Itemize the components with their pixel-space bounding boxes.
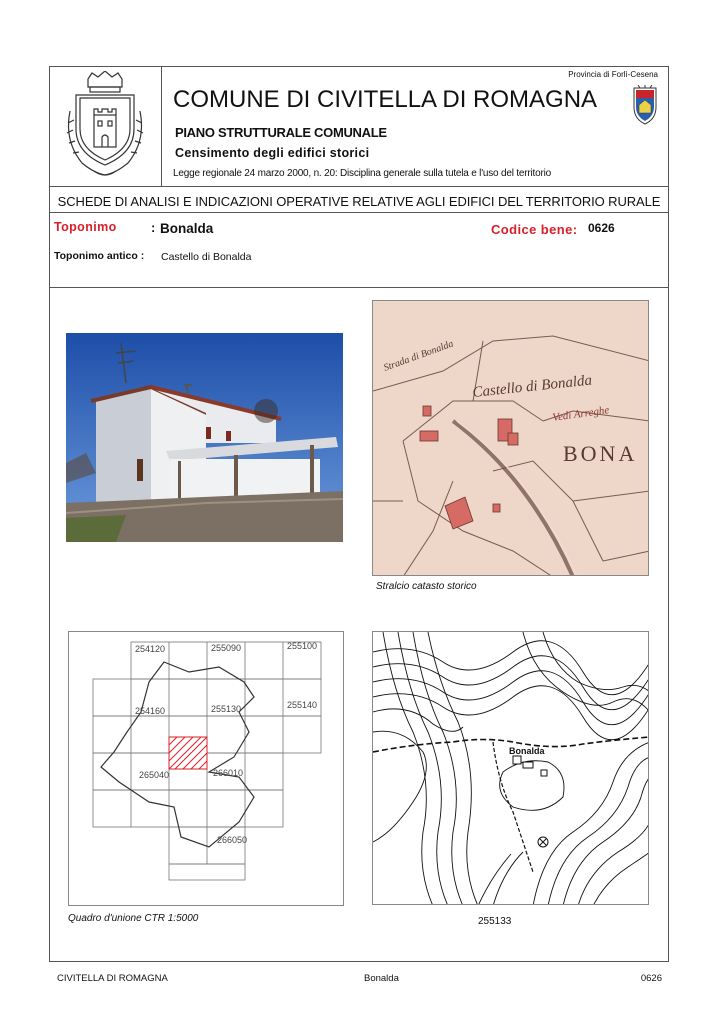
record-sheet xyxy=(49,66,669,962)
province-label: Provincia di Forlì-Cesena xyxy=(568,70,658,79)
topographic-map xyxy=(372,631,649,905)
building-photo xyxy=(66,333,343,542)
ctr-cell-label: 266010 xyxy=(213,768,244,778)
ctr-cell-label: 266050 xyxy=(217,835,248,845)
footer-toponym: Bonalda xyxy=(364,973,399,984)
topo-caption: 255133 xyxy=(478,916,512,927)
toponym-separator: : xyxy=(151,220,156,235)
municipal-crest-icon xyxy=(60,71,150,181)
ctr-index-map xyxy=(68,631,344,906)
plan-title: PIANO STRUTTURALE COMUNALE xyxy=(175,125,387,140)
ctr-cell-label: 265040 xyxy=(139,770,170,780)
header-logo-cell xyxy=(50,67,162,186)
svg-text:Castello di Bonalda: Castello di Bonalda xyxy=(471,372,593,401)
ctr-cell-label: 254120 xyxy=(135,644,166,654)
code-label: Codice bene: xyxy=(491,222,578,237)
law-reference: Legge regionale 24 marzo 2000, n. 20: Disciplina generale sulla tutela e l'uso del territorio xyxy=(173,168,551,179)
footer-municipality: CIVITELLA DI ROMAGNA xyxy=(57,973,168,984)
toponym-value: Bonalda xyxy=(160,221,214,236)
svg-text:BONA: BONA xyxy=(563,441,638,466)
cadastre-caption: Stralcio catasto storico xyxy=(376,581,477,592)
ctr-caption: Quadro d'unione CTR 1:5000 xyxy=(68,913,199,924)
old-toponym-label: Toponimo antico : xyxy=(54,250,145,262)
ctr-cell-label: 255090 xyxy=(211,643,242,653)
topo-place-label: Bonalda xyxy=(509,746,545,756)
section-title: SCHEDE DI ANALISI E INDICAZIONI OPERATIVE RELATIVE AGLI EDIFICI DEL TERRITORIO RURALE xyxy=(57,194,661,209)
footer-code: 0626 xyxy=(640,973,662,984)
toponym-label: Toponimo xyxy=(54,220,117,234)
divider xyxy=(50,186,668,187)
code-value: 0626 xyxy=(588,221,615,235)
divider xyxy=(50,287,668,288)
province-crest-icon xyxy=(630,85,660,125)
ctr-cell-label: 255130 xyxy=(211,704,242,714)
cadastre-map xyxy=(372,300,649,576)
census-subtitle: Censimento degli edifici storici xyxy=(175,146,370,160)
divider xyxy=(50,212,668,213)
ctr-cell-label: 254160 xyxy=(135,706,166,716)
municipality-title: COMUNE DI CIVITELLA DI ROMAGNA xyxy=(173,86,598,113)
svg-text:Vedi Arreghe: Vedi Arreghe xyxy=(551,404,611,424)
old-toponym-value: Castello di Bonalda xyxy=(161,251,252,263)
ctr-cell-label: 255100 xyxy=(287,641,318,651)
ctr-cell-label: 255140 xyxy=(287,700,318,710)
svg-text:Strada di Bonalda: Strada di Bonalda xyxy=(382,338,455,374)
